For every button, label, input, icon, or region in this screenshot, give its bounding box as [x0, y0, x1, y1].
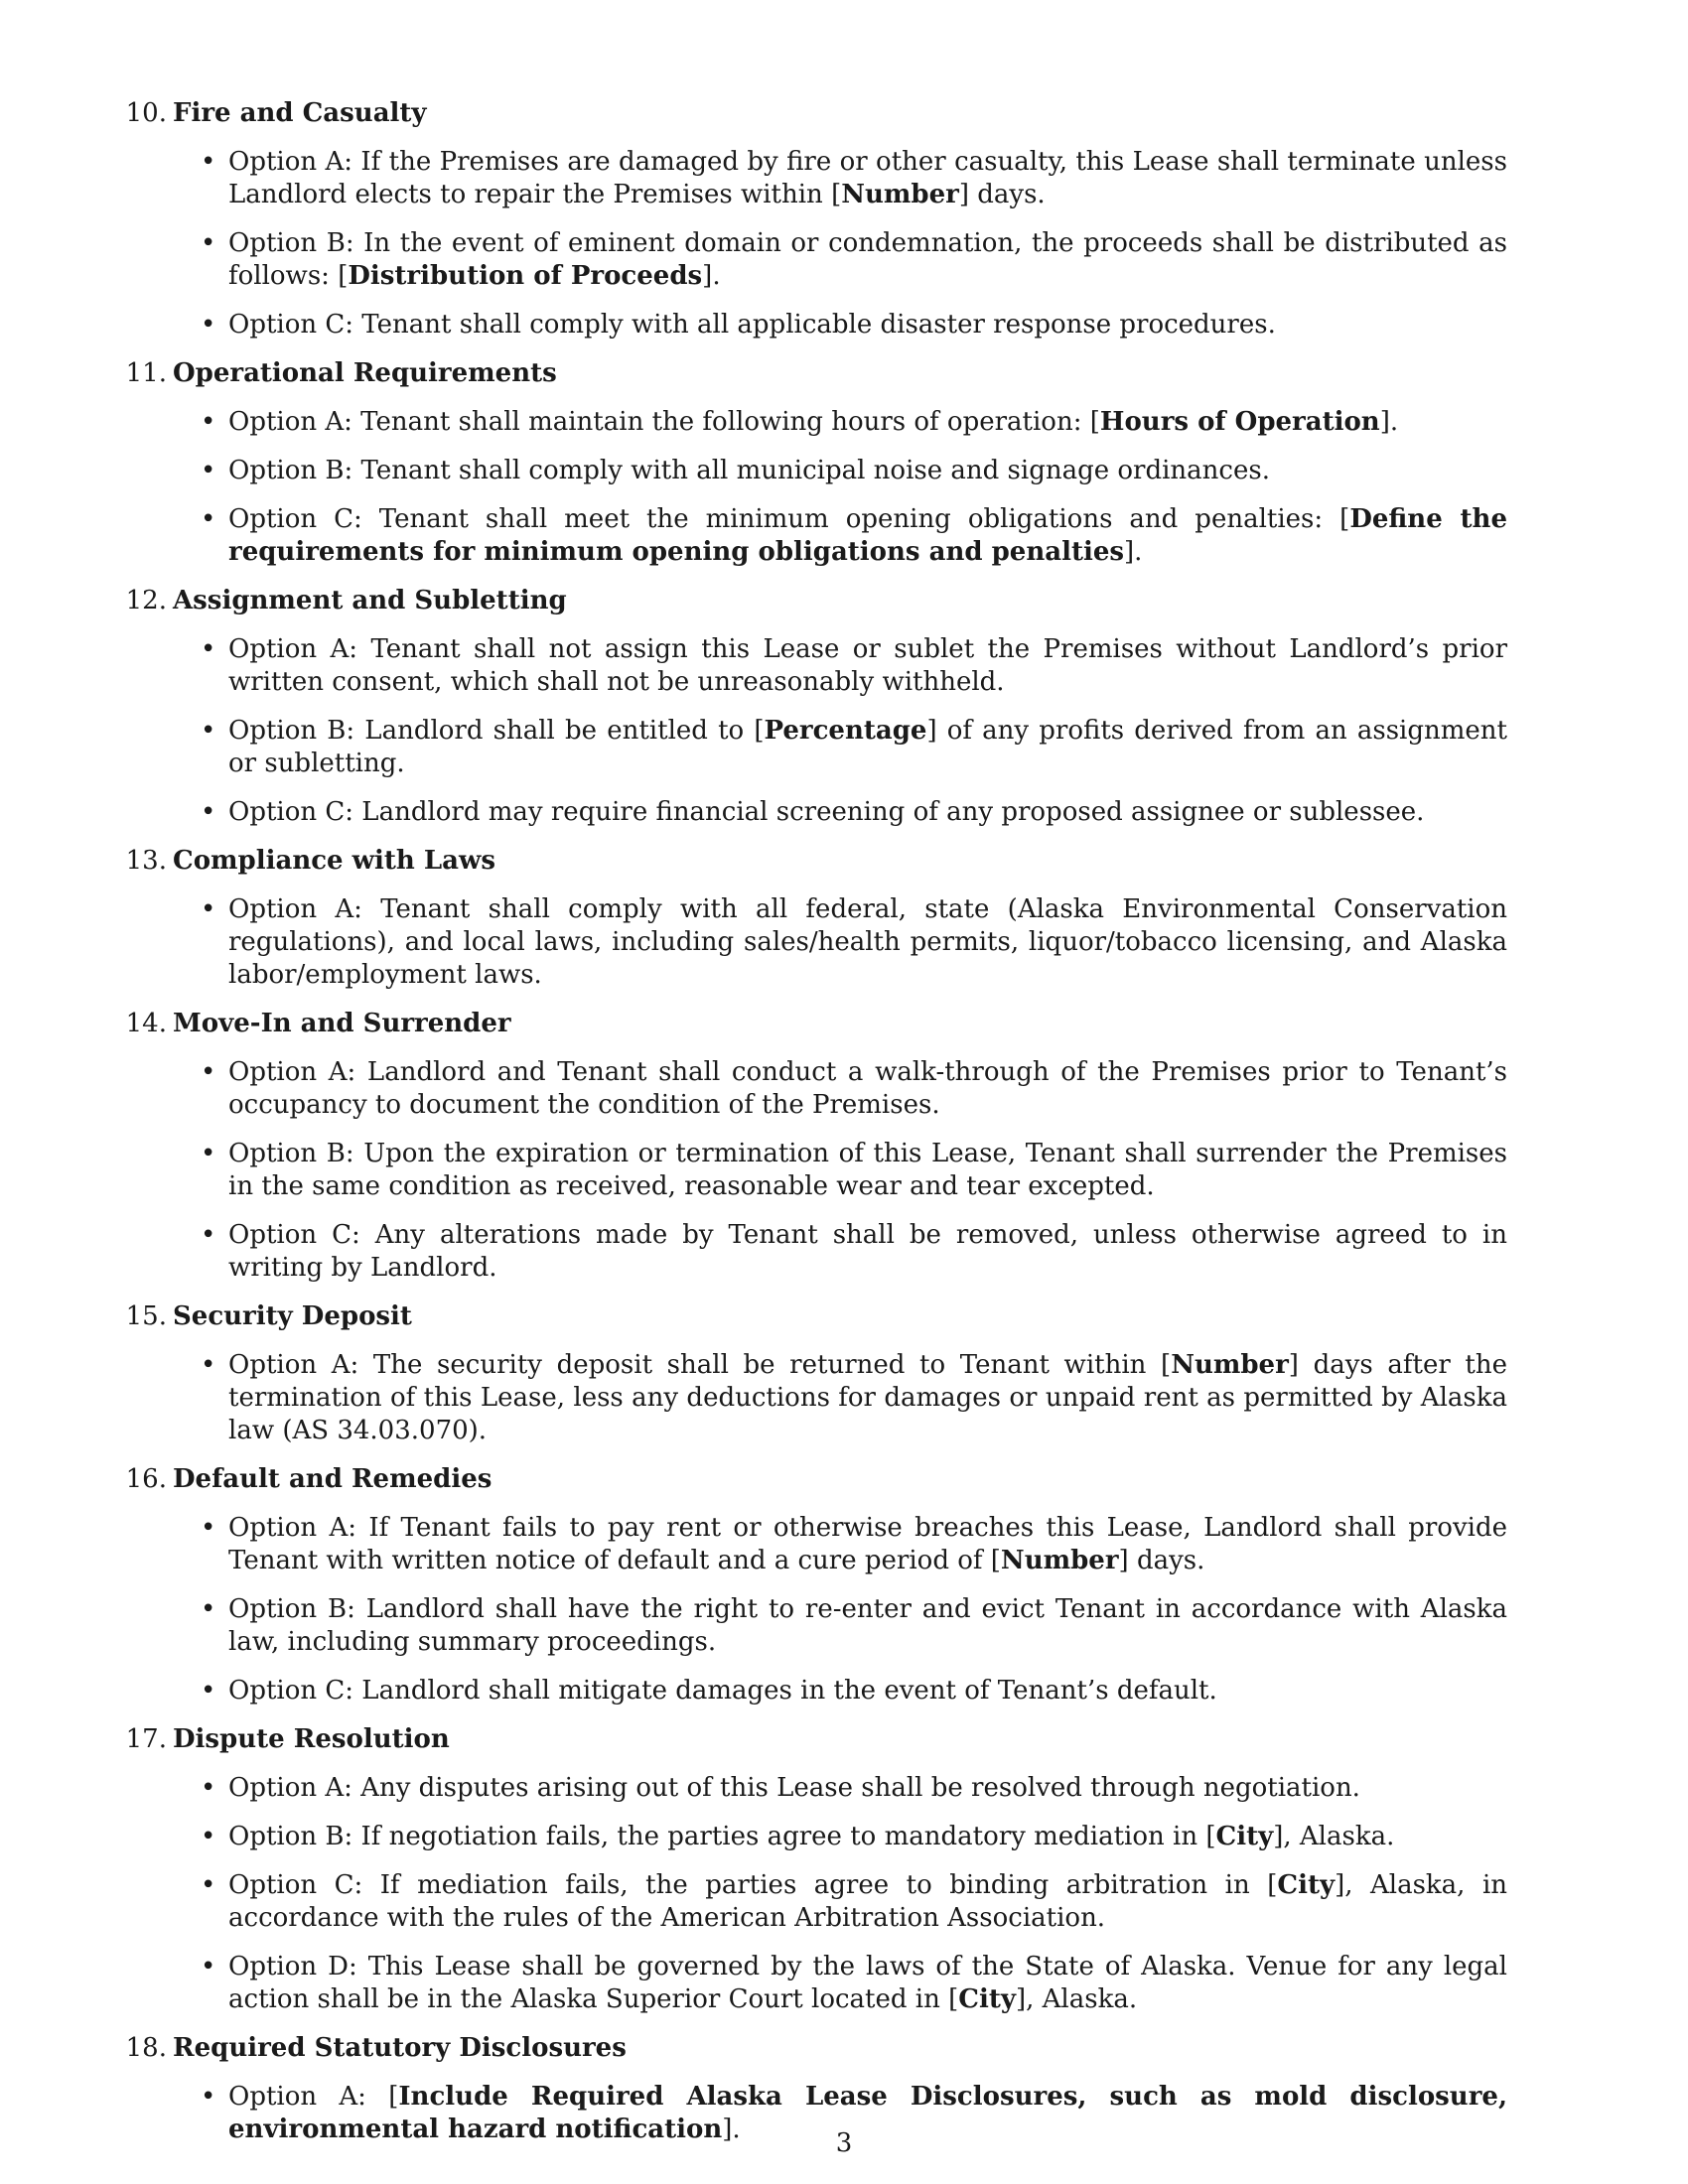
- option-list: [117, 633, 1589, 829]
- option-item: [117, 893, 1589, 992]
- option-text: days after the termination of this Lease, less any deductions for damages or unpaid rent as permitted by Alaska law (AS 34.03.070).: [228, 1350, 1508, 1445]
- bullet-icon: •: [201, 1594, 216, 1624]
- option-text: .: [1134, 537, 1143, 567]
- bullet-icon: •: [201, 1350, 216, 1380]
- placeholder-field: Hours of Operation: [1099, 407, 1380, 437]
- lease-clauses: [117, 97, 1589, 2162]
- option-text: , Alaska, in accordance with the rules of the American Arbitration Association.: [228, 1870, 1507, 1933]
- option-text: Option B: Tenant shall comply with all municipal noise and signage ordinances.: [228, 456, 1270, 485]
- placeholder-field: Number: [1171, 1350, 1289, 1380]
- option-text: Option B: If negotiation fails, the parties agree to mandatory mediation in: [228, 1822, 1206, 1851]
- option-item: • Option A: Tenant shall maintain the following hours of operation: [Hours of Operation].: [201, 407, 1399, 437]
- bullet-icon: •: [201, 1773, 216, 1803]
- option-item: • Option D: This Lease shall be governed by the laws of the State of Alaska. Venue for any legal action shall be in the Alaska Superior Court located in [City], Alaska.: [201, 1952, 1507, 2014]
- option-text: Option B: In the event of eminent domain or condemnation, the proceeds shall be distributed as follows:: [228, 228, 1507, 291]
- placeholder-field: City: [1215, 1822, 1274, 1851]
- clause-heading: [117, 97, 1589, 130]
- clause-number: 13.: [125, 846, 167, 876]
- option-item: [117, 309, 1589, 341]
- bullet-icon: •: [201, 407, 216, 437]
- option-item: [117, 1056, 1589, 1122]
- option-list: [117, 893, 1589, 992]
- option-text: days.: [968, 180, 1046, 209]
- option-text: Option A: Landlord and Tenant shall conduct a walk-through of the Premises prior to Tenant’s occupancy to document the condition of the Premises.: [228, 1057, 1507, 1120]
- bullet-icon: •: [201, 1513, 216, 1543]
- option-text: Option A: If Tenant fails to pay rent or otherwise breaches this Lease, Landlord shall provide Tenant with written notice of default and a cure period of: [228, 1513, 1507, 1575]
- clause-heading: [117, 1300, 1589, 1333]
- option-text: Option A: Any disputes arising out of this Lease shall be resolved through negotiation.: [228, 1773, 1360, 1803]
- option-text: Option C: Tenant shall meet the minimum opening obligations and penalties:: [228, 504, 1340, 534]
- clause-heading: [117, 585, 1589, 617]
- clause-title: Assignment and Subletting: [173, 586, 567, 615]
- bullet-icon: •: [201, 228, 216, 258]
- option-item: [117, 633, 1589, 699]
- clause-section: [117, 1300, 1589, 1447]
- option-text: Option C: Tenant shall comply with all applicable disaster response procedures.: [228, 310, 1276, 340]
- option-text: Option C: Landlord shall mitigate damages in the event of Tenant’s default.: [228, 1676, 1217, 1706]
- option-text: .: [712, 261, 721, 291]
- clause-heading: [117, 1008, 1589, 1040]
- option-text: , Alaska.: [1283, 1822, 1395, 1851]
- bullet-icon: •: [201, 1676, 216, 1706]
- option-text: Option D: This Lease shall be governed by the laws of the State of Alaska. Venue for any legal action shall be in the Alaska Superior Court located in: [228, 1952, 1507, 2014]
- option-item: [117, 1219, 1589, 1285]
- option-item: [117, 796, 1589, 829]
- clause-number: 11.: [125, 358, 167, 388]
- option-text: Option A: The security deposit shall be returned to Tenant within: [228, 1350, 1162, 1380]
- option-text: Option A: Tenant shall comply with all federal, state (Alaska Environmental Conservation regulations), and local laws, including sales/health permits, liquor/tobacco licensing, and Alaska labor/employment laws.: [228, 894, 1507, 990]
- page-number: 3: [835, 2128, 853, 2158]
- clause-title: Fire and Casualty: [173, 98, 427, 128]
- option-list: [117, 146, 1589, 341]
- clause-section: [117, 1463, 1589, 1707]
- placeholder-field: Number: [841, 180, 959, 209]
- clause-number: 15.: [125, 1301, 167, 1331]
- option-text: .: [732, 2115, 741, 2144]
- clause-number: 17.: [125, 1724, 167, 1754]
- option-item: [117, 1675, 1589, 1707]
- option-item: • Option B: If negotiation fails, the parties agree to mandatory mediation in [City], Alaska.: [201, 1822, 1395, 1851]
- option-text: Option A: Tenant shall maintain the following hours of operation:: [228, 407, 1090, 437]
- clause-title: Move-In and Surrender: [173, 1009, 511, 1038]
- option-item: • Option B: Landlord shall be entitled to [Percentage] of any profits derived from an assignment or subletting.: [201, 716, 1507, 778]
- clause-section: [117, 1008, 1589, 1285]
- option-list: [117, 1512, 1589, 1707]
- bullet-icon: •: [201, 1870, 216, 1900]
- placeholder-field: Include Required Alaska Lease Disclosures, such as mold disclosure, environmental hazard notification: [228, 2082, 1507, 2144]
- option-item: • Option C: If mediation fails, the parties agree to binding arbitration in [City], Alaska, in accordance with the rules of the American Arbitration Association.: [201, 1870, 1507, 1933]
- option-item: [117, 1772, 1589, 1805]
- option-item: [117, 1138, 1589, 1203]
- clause-section: [117, 585, 1589, 829]
- placeholder-field: Define the requirements for minimum opening obligations and penalties: [228, 504, 1507, 567]
- option-text: Option B: Landlord shall have the right to re-enter and evict Tenant in accordance with Alaska law, including summary proceedings.: [228, 1594, 1507, 1657]
- clause-heading: [117, 2032, 1589, 2065]
- option-text: of any profits derived from an assignment or subletting.: [228, 716, 1507, 778]
- option-text: Option A: Tenant shall not assign this Lease or sublet the Premises without Landlord’s prior written consent, which shall not be unreasonably withheld.: [228, 634, 1507, 697]
- placeholder-field: City: [1277, 1870, 1336, 1900]
- placeholder-field: City: [958, 1984, 1016, 2014]
- clause-title: Default and Remedies: [173, 1464, 492, 1494]
- option-list: [117, 1056, 1589, 1285]
- bullet-icon: •: [201, 1822, 216, 1851]
- clause-number: 10.: [125, 98, 167, 128]
- bullet-icon: •: [201, 456, 216, 485]
- option-item: • Option A: [Include Required Alaska Lease Disclosures, such as mold disclosure, environmental hazard notification].: [201, 2082, 1507, 2144]
- option-text: days.: [1128, 1546, 1205, 1575]
- clause-section: [117, 1723, 1589, 2016]
- clause-title: Compliance with Laws: [173, 846, 496, 876]
- clause-number: 12.: [125, 586, 167, 615]
- placeholder-field: Number: [1000, 1546, 1119, 1575]
- option-item: • Option C: Tenant shall meet the minimum opening obligations and penalties: [Define the requirements for minimum opening obligations and penalties].: [201, 504, 1507, 567]
- clause-title: Security Deposit: [173, 1301, 412, 1331]
- option-text: , Alaska.: [1026, 1984, 1138, 2014]
- placeholder-field: Percentage: [764, 716, 927, 746]
- bullet-icon: •: [201, 1952, 216, 1981]
- option-text: Option B: Upon the expiration or termination of this Lease, Tenant shall surrender the Premises in the same condition as received, reasonable wear and tear excepted.: [228, 1139, 1507, 1201]
- bullet-icon: •: [201, 1220, 216, 1250]
- bullet-icon: •: [201, 310, 216, 340]
- clause-heading: [117, 1463, 1589, 1496]
- clause-section: [117, 357, 1589, 569]
- option-text: Option B: Landlord shall be entitled to: [228, 716, 755, 746]
- bullet-icon: •: [201, 147, 216, 177]
- clause-heading: [117, 845, 1589, 878]
- bullet-icon: •: [201, 797, 216, 827]
- option-list: [117, 1772, 1589, 2016]
- option-text: .: [1389, 407, 1399, 437]
- clause-title: Operational Requirements: [173, 358, 557, 388]
- option-item: [117, 455, 1589, 487]
- option-list: [117, 406, 1589, 569]
- option-text: Option C: If mediation fails, the parties agree to binding arbitration in: [228, 1870, 1268, 1900]
- option-text: Option C: Landlord may require financial screening of any proposed assignee or sublessee.: [228, 797, 1425, 827]
- option-text: Option C: Any alterations made by Tenant shall be removed, unless otherwise agreed to in writing by Landlord.: [228, 1220, 1507, 1283]
- bullet-icon: •: [201, 504, 216, 534]
- clause-number: 14.: [125, 1009, 167, 1038]
- option-list: [117, 1349, 1589, 1447]
- clause-number: 16.: [125, 1464, 167, 1494]
- option-text: Option A: If the Premises are damaged by fire or other casualty, this Lease shall terminate unless Landlord elects to repair the Premises within: [228, 147, 1507, 209]
- bullet-icon: •: [201, 1057, 216, 1087]
- placeholder-field: Distribution of Proceeds: [348, 261, 703, 291]
- clause-title: Required Statutory Disclosures: [173, 2033, 627, 2063]
- clause-title: Dispute Resolution: [173, 1724, 450, 1754]
- bullet-icon: •: [201, 1139, 216, 1168]
- option-item: • Option A: The security deposit shall be returned to Tenant within [Number] days after the termination of this Lease, less any deductions for damages or unpaid rent as permitted by Alaska law (AS 34.03.070).: [201, 1350, 1508, 1445]
- option-item: • Option A: If the Premises are damaged by fire or other casualty, this Lease shall terminate unless Landlord elects to repair the Premises within [Number] days.: [201, 147, 1507, 209]
- clause-heading: [117, 1723, 1589, 1756]
- option-item: • Option A: If Tenant fails to pay rent or otherwise breaches this Lease, Landlord shall provide Tenant with written notice of default and a cure period of [Number] days.: [201, 1513, 1507, 1575]
- bullet-icon: •: [201, 634, 216, 664]
- clause-number: 18.: [125, 2033, 167, 2063]
- clause-section: [117, 845, 1589, 992]
- bullet-icon: •: [201, 716, 216, 746]
- clause-section: [117, 97, 1589, 341]
- bullet-icon: •: [201, 894, 216, 924]
- option-item: • Option B: In the event of eminent domain or condemnation, the proceeds shall be distributed as follows: [Distribution of Proceeds].: [201, 228, 1507, 291]
- option-item: [117, 1593, 1589, 1659]
- clause-heading: [117, 357, 1589, 390]
- option-text: Option A:: [228, 2082, 389, 2112]
- bullet-icon: •: [201, 2082, 216, 2112]
